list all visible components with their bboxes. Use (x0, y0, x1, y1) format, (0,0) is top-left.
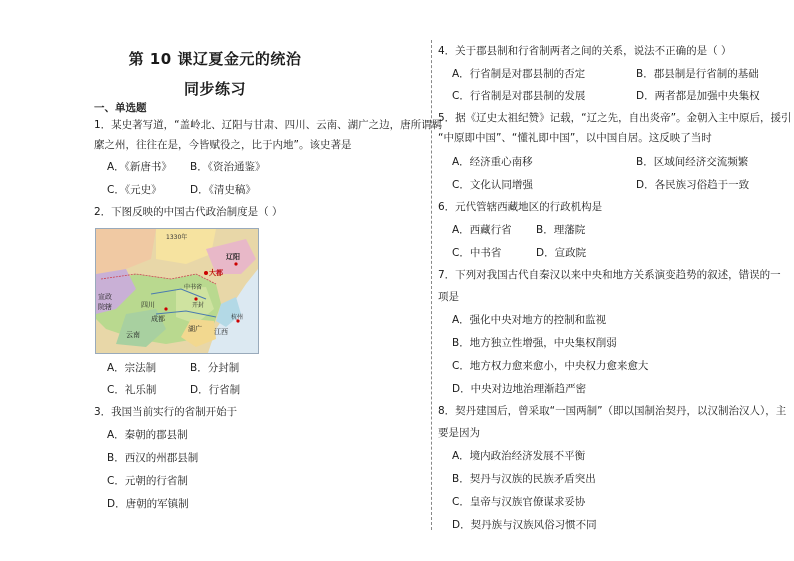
page-title: 第 10 课辽夏金元的统治 (128, 50, 302, 68)
q6-option-c[interactable]: C．中书省 (452, 247, 502, 259)
q1-stem-line1: 1．某史著写道，“盖岭北、辽阳与甘肃、四川、云南、湖广之边，唐所谓羁 (94, 119, 443, 131)
map-graphic (96, 229, 258, 353)
q2-stem: 2．下图反映的中国古代政治制度是（ ） (94, 206, 283, 218)
q7-stem-line2: 项是 (438, 291, 459, 303)
q3-option-b[interactable]: B．西汉的州郡县制 (107, 452, 199, 464)
map-label-yuan: 院辖 (98, 303, 112, 311)
map-label-zhongshu: 中书省 (184, 284, 203, 291)
map-label-sichuan: 四川 (141, 301, 155, 309)
q7-option-a[interactable]: A．强化中央对地方的控制和监视 (452, 314, 607, 326)
q7-option-c[interactable]: C．地方权力愈来愈小，中央权力愈来愈大 (452, 360, 649, 372)
q7-option-d[interactable]: D．中央对边地治理渐趋严密 (452, 383, 587, 395)
section-heading: 一、单选题 (94, 102, 147, 114)
q1-option-b[interactable]: B．《资治通鉴》 (190, 161, 266, 173)
q2-option-d[interactable]: D．行省制 (190, 384, 241, 396)
q5-option-b[interactable]: B．区域间经济交流频繁 (636, 156, 749, 168)
q3-option-d[interactable]: D．唐朝的军镇制 (107, 498, 189, 510)
map-label-xuanzheng: 宣政 (98, 293, 112, 301)
q3-option-c[interactable]: C．元朝的行省制 (107, 475, 188, 487)
q4-option-a[interactable]: A．行省制是对郡县制的否定 (452, 68, 586, 80)
map-label-jiangxi: 江西 (214, 328, 228, 336)
map-label-hangzhou: 杭州 (231, 314, 244, 321)
map-label-yunnan: 云南 (126, 331, 140, 339)
q1-option-a[interactable]: A．《新唐书》 (107, 161, 172, 173)
page-subtitle: 同步练习 (183, 80, 246, 98)
q8-stem-line1: 8．契丹建国后，曾采取“一国两制”（即以国制治契丹，以汉制治汉人），主 (438, 405, 787, 417)
right-column (436, 0, 794, 561)
q6-option-d[interactable]: D．宣政院 (536, 247, 587, 259)
q8-option-b[interactable]: B．契丹与汉族的民族矛盾突出 (452, 473, 596, 485)
q6-stem: 6．元代管辖西藏地区的行政机构是 (438, 201, 603, 213)
map-label-dadu: 大都 (209, 269, 223, 277)
q3-option-a[interactable]: A．秦朝的郡县制 (107, 429, 188, 441)
map-label-year: 1330年 (166, 234, 188, 241)
q6-option-a[interactable]: A．西藏行省 (452, 224, 512, 236)
q6-option-b[interactable]: B．理藩院 (536, 224, 586, 236)
q4-stem: 4．关于郡县制和行省制两者之间的关系，说法不正确的是（ ） (438, 45, 732, 57)
q2-option-b[interactable]: B．分封制 (190, 362, 240, 374)
q2-option-a[interactable]: A．宗法制 (107, 362, 157, 374)
q7-stem-line1: 7．下列对我国古代自秦汉以来中央和地方关系演变趋势的叙述，错误的一 (438, 269, 781, 281)
q8-stem-line2: 要是因为 (438, 427, 480, 439)
q5-option-d[interactable]: D．各民族习俗趋于一致 (636, 179, 750, 191)
q4-option-b[interactable]: B．郡县制是行省制的基础 (636, 68, 759, 80)
q7-option-b[interactable]: B．地方独立性增强，中央集权削弱 (452, 337, 617, 349)
q8-option-c[interactable]: C．皇帝与汉族官僚谋求妥协 (452, 496, 586, 508)
q5-option-c[interactable]: C．文化认同增强 (452, 179, 533, 191)
q8-option-a[interactable]: A．境内政治经济发展不平衡 (452, 450, 586, 462)
q2-option-c[interactable]: C．礼乐制 (107, 384, 157, 396)
q1-option-c[interactable]: C．《元史》 (107, 184, 162, 196)
q5-stem-line2: “中原即中国”、“懂礼即中国”，以中国自居。这反映了当时 (438, 132, 712, 144)
q1-stem-line2: 縻之州，往往在是，今皆赋役之，比于内地”。该史著是 (94, 139, 352, 151)
map-label-kaifeng: 开封 (192, 302, 205, 309)
q5-option-a[interactable]: A．经济重心南移 (452, 156, 533, 168)
q4-option-c[interactable]: C．行省制是对郡县制的发展 (452, 90, 586, 102)
q4-option-d[interactable]: D．两者都是加强中央集权 (636, 90, 760, 102)
map-label-liaoyang: 辽阳 (226, 253, 240, 261)
column-divider (431, 40, 432, 530)
yuan-province-map (95, 228, 259, 354)
map-label-huguang: 湖广 (188, 325, 202, 333)
q3-stem: 3．我国当前实行的省制开始于 (94, 406, 238, 418)
map-label-chengdu: 成都 (151, 315, 165, 323)
q1-option-d[interactable]: D．《清史稿》 (190, 184, 256, 196)
q8-option-d[interactable]: D．契丹族与汉族风俗习惯不同 (452, 519, 597, 531)
q5-stem-line1: 5．据《辽史太祖纪赞》记载，“辽之先，自出炎帝”。金朝入主中原后，援引 (438, 112, 792, 124)
